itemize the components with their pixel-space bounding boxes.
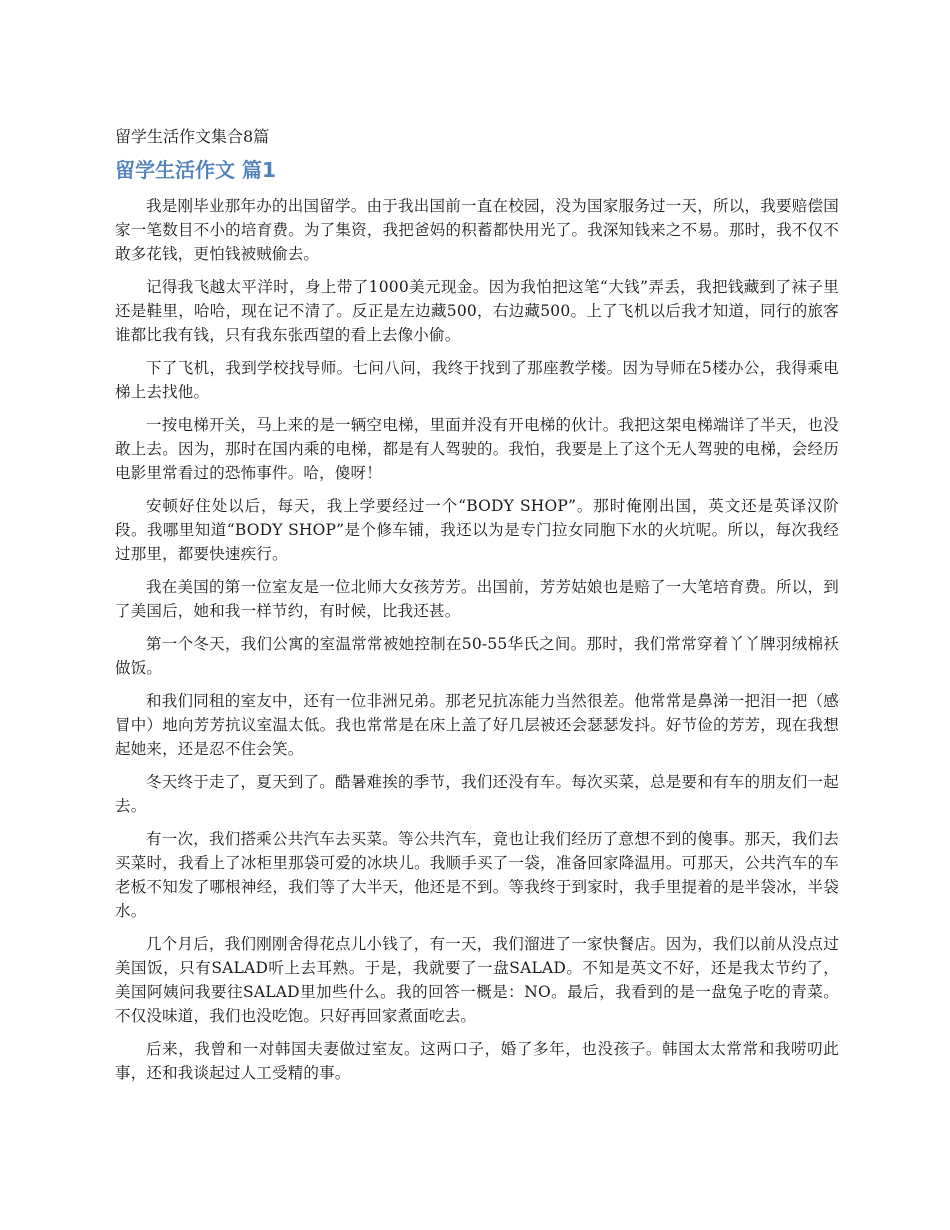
paragraph-11: 几个月后，我们刚刚舍得花点儿小钱了，有一天，我们溜进了一家快餐店。因为，我们以前从没点过美国饭，只有SALAD听上去耳熟。于是，我就要了一盘SALAD。不知是英文不好，还是我太节约了，美国阿姨问我要往SALAD里加些什么。我的回答一概是：NO。最后，我看到的是一盘兔子吃的青菜。不仅没味道，我们也没吃饱。只好再回家煮面吃去。 xyxy=(115,935,839,1025)
paragraph-5: 安顿好住处以后，每天，我上学要经过一个“BODY SHOP”。那时俺刚出国，英文还是英译汉阶段。我哪里知道“BODY SHOP”是个修车铺，我还以为是专门拉女同胞下水的火坑呢。所以，每次我经过那里，都要快速疾行。 xyxy=(115,497,839,563)
paragraph-6: 我在美国的第一位室友是一位北师大女孩芳芳。出国前，芳芳姑娘也是赔了一大笔培育费。所以，到了美国后，她和我一样节约，有时候，比我还甚。 xyxy=(115,578,839,620)
paragraph-3: 下了飞机，我到学校找导师。七问八问，我终于找到了那座教学楼。因为导师在5楼办公，我得乘电梯上去找他。 xyxy=(115,359,839,401)
document-title: 留学生活作文集合8篇 xyxy=(115,127,270,146)
paragraph-7: 第一个冬天，我们公寓的室温常常被她控制在50-55华氏之间。那时，我们常常穿着丫丫牌羽绒棉袄做饭。 xyxy=(115,635,839,677)
paragraph-1: 我是刚毕业那年办的出国留学。由于我出国前一直在校园，没为国家服务过一天，所以，我要赔偿国家一笔数目不小的培育费。为了集资，我把爸妈的积蓄都快用光了。我深知钱来之不易。那时，我不仅不敢多花钱，更怕钱被贼偷去。 xyxy=(115,197,839,263)
section-heading: 留学生活作文 篇1 xyxy=(115,158,276,182)
paragraph-12: 后来，我曾和一对韩国夫妻做过室友。这两口子，婚了多年，也没孩子。韩国太太常常和我唠叨此事，还和我谈起过人工受精的事。 xyxy=(115,1040,839,1082)
paragraph-9: 冬天终于走了，夏天到了。酷暑难挨的季节，我们还没有车。每次买菜，总是要和有车的朋友们一起去。 xyxy=(115,773,839,815)
paragraph-10: 有一次，我们搭乘公共汽车去买菜。等公共汽车，竟也让我们经历了意想不到的傻事。那天，我们去买菜时，我看上了冰柜里那袋可爱的冰块儿。我顺手买了一袋，准备回家降温用。可那天，公共汽车的车老板不知发了哪根神经，我们等了大半天，他还是不到。等我终于到家时，我手里提着的是半袋冰，半袋水。 xyxy=(115,830,839,920)
paragraph-2: 记得我飞越太平洋时，身上带了1000美元现金。因为我怕把这笔“大钱”弄丢，我把钱藏到了袜子里还是鞋里，哈哈，现在记不清了。反正是左边藏500，右边藏500。上了飞机以后我才知道，同行的旅客谁都比我有钱，只有我东张西望的看上去像小偷。 xyxy=(115,278,839,344)
document-body xyxy=(115,124,839,1094)
paragraph-4: 一按电梯开关，马上来的是一辆空电梯，里面并没有开电梯的伙计。我把这架电梯端详了半天，也没敢上去。因为，那时在国内乘的电梯，都是有人驾驶的。我怕，我要是上了这个无人驾驶的电梯，会经历电影里常看过的恐怖事件。哈，傻呀！ xyxy=(115,416,839,482)
paragraph-8: 和我们同租的室友中，还有一位非洲兄弟。那老兄抗冻能力当然很差。他常常是鼻涕一把泪一把（感冒中）地向芳芳抗议室温太低。我也常常是在床上盖了好几层被还会瑟瑟发抖。好节俭的芳芳，现在我想起她来，还是忍不住会笑。 xyxy=(115,692,839,758)
